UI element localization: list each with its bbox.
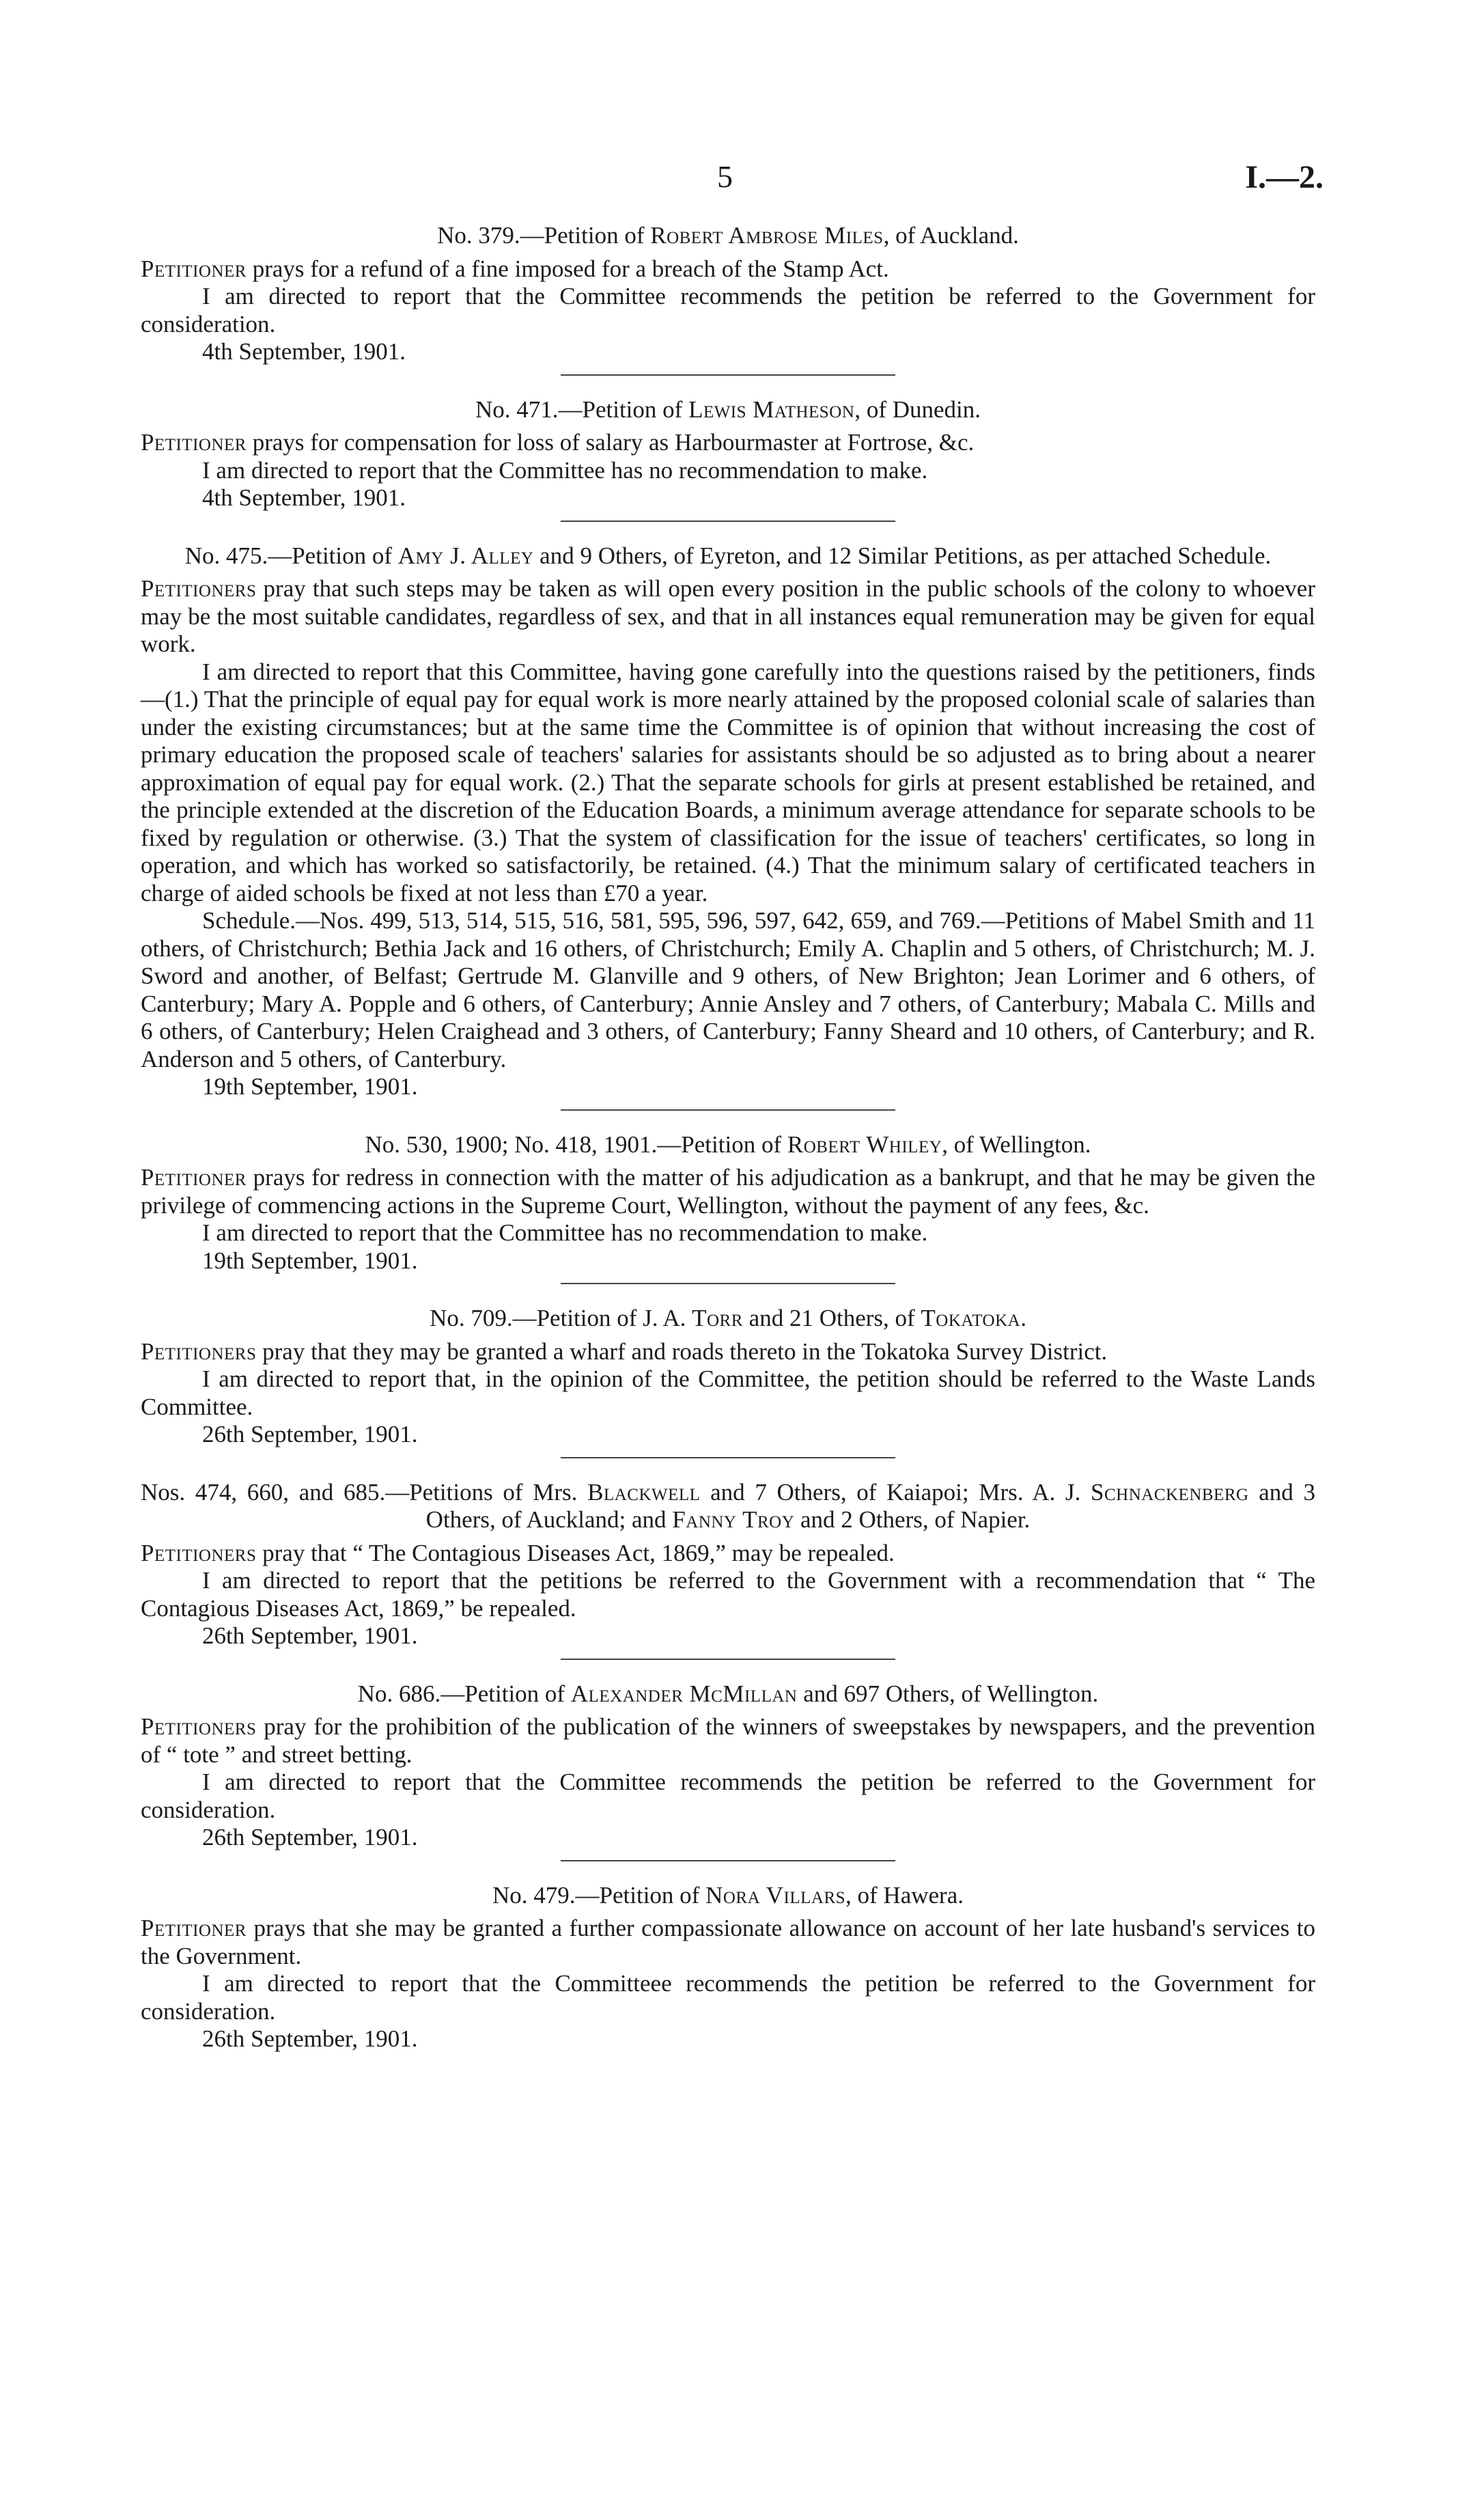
petition-section bbox=[141, 1305, 1315, 1458]
petitioner-name: Robert Ambrose Miles bbox=[650, 222, 884, 249]
petitioner-name: Amy J. Alley bbox=[397, 542, 534, 569]
petition-prayer: Petitioners pray that “ The Contagious Diseases Act, 1869,” may be repealed. bbox=[141, 1539, 895, 1566]
petitioner-lead: Petitioner bbox=[141, 1164, 247, 1191]
petitioner-name: Lewis Matheson bbox=[688, 396, 855, 423]
petitioner-lead: Petitioner bbox=[141, 429, 247, 456]
section-divider bbox=[561, 521, 895, 522]
petitioner-name: Nora Villars bbox=[705, 1881, 846, 1909]
petition-section bbox=[141, 1680, 1315, 1861]
petitioner-lead: Petitioner bbox=[141, 1915, 247, 1941]
committee-report: I am directed to report that the petitions be referred to the Government with a recommendation that “ The Contagious Diseases Act, 1869,” be repealed. bbox=[141, 1567, 1315, 1622]
page-number: 5 bbox=[717, 159, 733, 194]
petitioner-lead: Petitioners bbox=[141, 1337, 257, 1365]
petition-heading: No. 709.—Petition of J. A. Torr and 21 Others, of Tokatoka. bbox=[430, 1305, 1026, 1331]
petition-heading: No. 479.—Petition of Nora Villars, of Hawera. bbox=[492, 1881, 964, 1909]
document-reference: I.—2. bbox=[1245, 159, 1324, 195]
report-date: 26th September, 1901. bbox=[202, 1824, 418, 1850]
petitioner-lead: Petitioner bbox=[141, 255, 247, 282]
committee-report: I am directed to report that the Committee has no recommendation to make. bbox=[202, 1219, 928, 1246]
petition-section bbox=[141, 542, 1315, 1111]
petition-prayer: Petitioner prays for redress in connection with the matter of his adjudication as a bankrupt, and that he may be given the privilege of commencing actions in the Supreme Court, Wellington, without the payment of any fees, &c. bbox=[141, 1164, 1315, 1219]
petitioner-name: Robert Whiley bbox=[787, 1131, 942, 1158]
petition-heading: Nos. 474, 660, and 685.—Petitions of Mrs. Blackwell and 7 Others, of Kaiapoi; Mrs. A. J. Schnackenberg and 3 Others, of Auckland; and Fanny Troy and 2 Others, of Napier. bbox=[141, 1478, 1315, 1533]
report-date: 26th September, 1901. bbox=[202, 1421, 418, 1447]
section-divider bbox=[561, 1860, 895, 1861]
section-divider bbox=[561, 1457, 895, 1458]
petition-prayer: Petitioners pray that such steps may be taken as will open every position in the public schools of the colony to whoever may be the most suitable candidates, regardless of sex, and that in all instances equal remuneration may be given for equal work. bbox=[141, 575, 1315, 657]
petitioner-lead: Petitioners bbox=[141, 1713, 257, 1740]
petitioner-name: Alexander McMillan bbox=[570, 1680, 798, 1707]
petition-heading: No. 379.—Petition of Robert Ambrose Miles, of Auckland. bbox=[437, 222, 1019, 249]
petition-heading: No. 530, 1900; No. 418, 1901.—Petition of Robert Whiley, of Wellington. bbox=[365, 1131, 1091, 1158]
report-date: 19th September, 1901. bbox=[202, 1247, 418, 1274]
petitioner-lead: Petitioners bbox=[141, 1539, 257, 1566]
petitioner-lead: Petitioners bbox=[141, 575, 257, 602]
committee-report: I am directed to report that, in the opinion of the Committee, the petition should be referred to the Waste Lands Committee. bbox=[141, 1366, 1315, 1420]
petition-section bbox=[141, 1479, 1315, 1660]
petition-prayer: Petitioner prays for a refund of a fine imposed for a breach of the Stamp Act. bbox=[141, 255, 889, 282]
report-date: 19th September, 1901. bbox=[202, 1073, 418, 1100]
committee-report: I am directed to report that this Committee, having gone carefully into the questions raised by the petitioners, finds—(1.) That the principle of equal pay for equal work is more nearly attained by the proposed colonial scale of salaries than under the existing circumstances; but at the same time the Committee is of opinion that without increasing the cost of primary education the proposed scale of teachers' salaries for assistants should be so adjusted as to bring about a nearer approximation of equal pay for equal work. (2.) That the separate schools for girls at present established be retained, and the principle extended at the discretion of the Education Boards, a minimum average attendance for separate schools to be fixed by regulation or otherwise. (3.) That the system of classification for the issue of teachers' certificates, so long in operation, and which has worked so satisfactorily, be retained. (4.) That the minimum salary of certificated teachers in charge of aided schools be fixed at not less than £70 a year. bbox=[141, 658, 1315, 906]
report-date: 4th September, 1901. bbox=[202, 484, 406, 511]
section-divider bbox=[561, 1659, 895, 1660]
petition-prayer: Petitioner prays that she may be granted a further compassionate allowance on account of her late husband's services to the Government. bbox=[141, 1915, 1315, 1969]
petition-section bbox=[141, 222, 1315, 376]
committee-report: I am directed to report that the Committee has no recommendation to make. bbox=[202, 456, 928, 484]
committee-report: I am directed to report that the Committeee recommends the petition be referred to the Government for consideration. bbox=[141, 1970, 1315, 2025]
report-date: 4th September, 1901. bbox=[202, 338, 406, 365]
petition-section bbox=[141, 396, 1315, 522]
section-divider bbox=[561, 1109, 895, 1111]
section-divider bbox=[561, 1283, 895, 1284]
petition-prayer: Petitioners pray for the prohibition of the publication of the winners of sweepstakes by newspapers, and the prevention of “ tote ” and street betting. bbox=[141, 1713, 1315, 1768]
petition-heading: No. 471.—Petition of Lewis Matheson, of Dunedin. bbox=[475, 396, 981, 423]
committee-report: Schedule.—Nos. 499, 513, 514, 515, 516, 581, 595, 596, 597, 642, 659, and 769.—Petitions of Mabel Smith and 11 others, of Christchurch; Bethia Jack and 16 others, of Christchurch; Emily A. Chaplin and 5 others, of Christchurch; M. J. Sword and another, of Belfast; Gertrude M. Glanville and 9 others, of New Brighton; Jean Lorimer and 6 others, of Canterbury; Mary A. Popple and 6 others, of Canterbury; Annie Ansley and 7 others, of Canterbury; Mabala C. Mills and 6 others, of Canterbury; Helen Craighead and 3 others, of Canterbury; Fanny Sheard and 10 others, of Canterbury; and R. Anderson and 5 others, of Canterbury. bbox=[141, 907, 1315, 1072]
petition-prayer: Petitioner prays for compensation for loss of salary as Harbourmaster at Fortrose, &c. bbox=[141, 429, 975, 456]
report-date: 26th September, 1901. bbox=[202, 1622, 418, 1649]
petitioner-name: Schnackenberg bbox=[1091, 1478, 1249, 1506]
petitioner-name: Fanny Troy bbox=[672, 1506, 795, 1533]
petition-section bbox=[141, 1882, 1315, 2053]
petitioner-name: Blackwell bbox=[587, 1478, 701, 1506]
section-divider bbox=[561, 374, 895, 376]
petitioner-name: Torr bbox=[692, 1305, 743, 1331]
committee-report: I am directed to report that the Committee recommends the petition be referred to the Government for consideration. bbox=[141, 1769, 1315, 1823]
report-date: 26th September, 1901. bbox=[202, 2025, 418, 2052]
petition-heading: No. 475.—Petition of Amy J. Alley and 9 Others, of Eyreton, and 12 Similar Petitions, as per attached Schedule. bbox=[184, 542, 1272, 569]
committee-report: I am directed to report that the Committee recommends the petition be referred to the Government for consideration. bbox=[141, 283, 1315, 337]
petitioner-name: Tokatoka bbox=[921, 1305, 1021, 1331]
petition-heading: No. 686.—Petition of Alexander McMillan and 697 Others, of Wellington. bbox=[357, 1680, 1099, 1707]
petition-prayer: Petitioners pray that they may be granted a wharf and roads thereto in the Tokatoka Survey District. bbox=[141, 1337, 1108, 1365]
petition-section bbox=[141, 1131, 1315, 1285]
petitions-list bbox=[141, 222, 1315, 2053]
